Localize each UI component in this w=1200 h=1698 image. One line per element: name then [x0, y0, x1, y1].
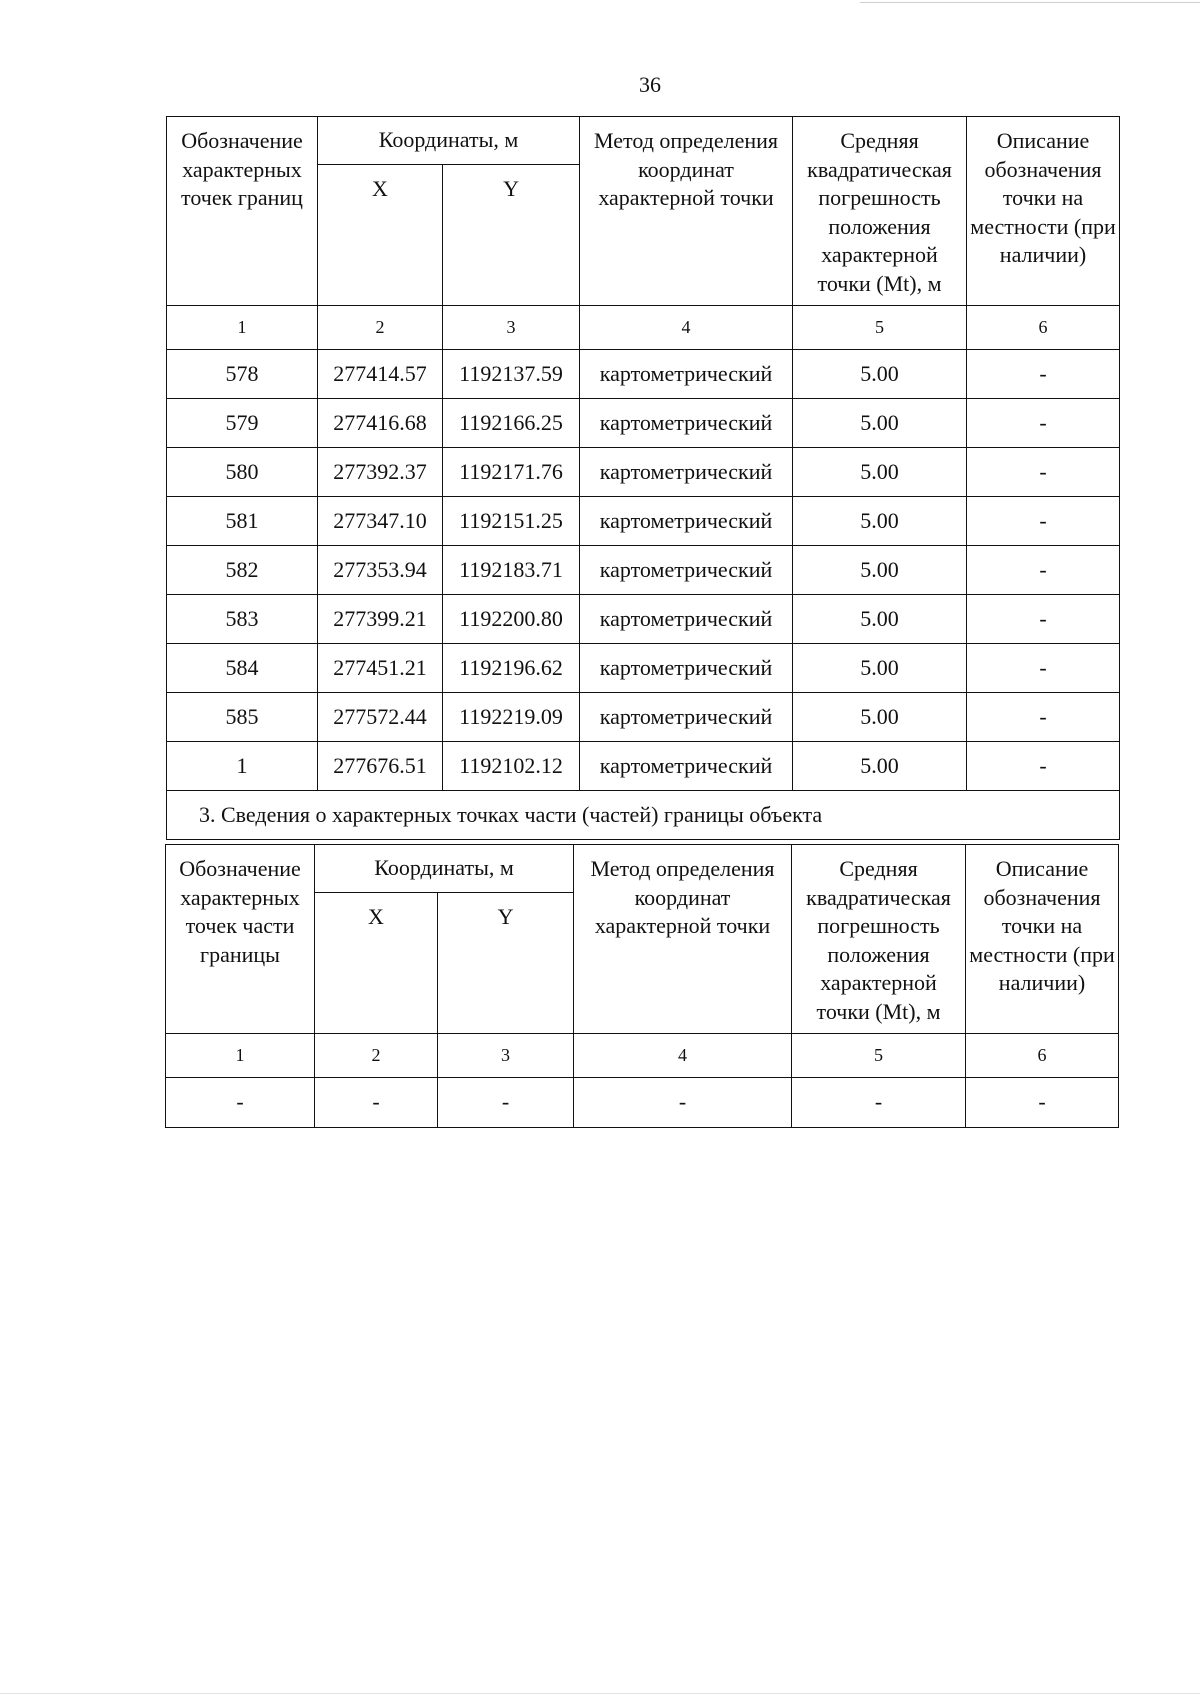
table-row — [167, 399, 1120, 448]
coord-y: 1192196.62 — [443, 644, 580, 693]
point-id: 1 — [167, 742, 318, 791]
header-mean-error: Средняя квадратическая погрешность положения характерной точки (Mt), м — [792, 845, 966, 1034]
mean-error: 5.00 — [793, 448, 967, 497]
coord-x: 277353.94 — [318, 546, 443, 595]
table-row — [167, 693, 1120, 742]
coord-x: 277392.37 — [318, 448, 443, 497]
coord-y: 1192183.71 — [443, 546, 580, 595]
description: - — [967, 693, 1120, 742]
header-y: Y — [443, 165, 580, 306]
table-row — [167, 497, 1120, 546]
method: картометрический — [580, 742, 793, 791]
point-id: - — [166, 1078, 315, 1128]
point-id: 585 — [167, 693, 318, 742]
description: - — [967, 350, 1120, 399]
column-index: 5 — [792, 1034, 966, 1078]
column-index: 1 — [166, 1034, 315, 1078]
description: - — [967, 448, 1120, 497]
header-method: Метод определения координат характерной точки — [574, 845, 792, 1034]
header-mean-error: Средняя квадратическая погрешность положения характерной точки (Mt), м — [793, 117, 967, 306]
part-boundary-points-table — [165, 844, 1119, 1128]
coord-x: 277451.21 — [318, 644, 443, 693]
header-point-designation: Обозначение характерных точек части границы — [166, 845, 315, 1034]
mean-error: 5.00 — [793, 595, 967, 644]
header-description: Описание обозначения точки на местности (при наличии) — [966, 845, 1119, 1034]
point-id: 584 — [167, 644, 318, 693]
method: картометрический — [580, 595, 793, 644]
column-index-row — [166, 1034, 1119, 1078]
header-y: Y — [438, 893, 574, 1034]
column-index: 5 — [793, 306, 967, 350]
scan-artifact-line — [0, 1693, 1200, 1694]
header-x: X — [315, 893, 438, 1034]
coord-y: 1192137.59 — [443, 350, 580, 399]
header-description: Описание обозначения точки на местности (при наличии) — [967, 117, 1120, 306]
coord-x: 277414.57 — [318, 350, 443, 399]
method: картометрический — [580, 497, 793, 546]
mean-error: 5.00 — [793, 546, 967, 595]
column-index: 1 — [167, 306, 318, 350]
column-index: 3 — [438, 1034, 574, 1078]
method: - — [574, 1078, 792, 1128]
method: картометрический — [580, 546, 793, 595]
boundary-points-table — [166, 116, 1120, 840]
description: - — [967, 399, 1120, 448]
point-id: 582 — [167, 546, 318, 595]
coord-y: 1192102.12 — [443, 742, 580, 791]
point-id: 578 — [167, 350, 318, 399]
coord-y: 1192171.76 — [443, 448, 580, 497]
header-coordinates: Координаты, м — [318, 117, 580, 165]
coord-y: 1192200.80 — [443, 595, 580, 644]
description: - — [967, 546, 1120, 595]
table-row — [167, 644, 1120, 693]
description: - — [967, 644, 1120, 693]
column-index: 2 — [318, 306, 443, 350]
coord-y: - — [438, 1078, 574, 1128]
coord-x: 277416.68 — [318, 399, 443, 448]
column-index: 4 — [580, 306, 793, 350]
method: картометрический — [580, 448, 793, 497]
header-coordinates: Координаты, м — [315, 845, 574, 893]
coord-y: 1192166.25 — [443, 399, 580, 448]
coord-y: 1192219.09 — [443, 693, 580, 742]
mean-error: - — [792, 1078, 966, 1128]
point-id: 583 — [167, 595, 318, 644]
coord-y: 1192151.25 — [443, 497, 580, 546]
column-index: 6 — [967, 306, 1120, 350]
column-index-row — [167, 306, 1120, 350]
column-index: 2 — [315, 1034, 438, 1078]
point-id: 580 — [167, 448, 318, 497]
coord-x: 277572.44 — [318, 693, 443, 742]
coord-x: - — [315, 1078, 438, 1128]
point-id: 581 — [167, 497, 318, 546]
mean-error: 5.00 — [793, 742, 967, 791]
method: картометрический — [580, 350, 793, 399]
table-row — [167, 546, 1120, 595]
mean-error: 5.00 — [793, 399, 967, 448]
table-row — [167, 350, 1120, 399]
header-point-designation: Обозначение характерных точек границ — [167, 117, 318, 306]
mean-error: 5.00 — [793, 644, 967, 693]
method: картометрический — [580, 644, 793, 693]
header-x: X — [318, 165, 443, 306]
description: - — [967, 497, 1120, 546]
coord-x: 277399.21 — [318, 595, 443, 644]
description: - — [967, 742, 1120, 791]
method: картометрический — [580, 399, 793, 448]
scan-artifact-line — [860, 2, 1200, 3]
coord-x: 277347.10 — [318, 497, 443, 546]
method: картометрический — [580, 693, 793, 742]
mean-error: 5.00 — [793, 350, 967, 399]
mean-error: 5.00 — [793, 497, 967, 546]
column-index: 4 — [574, 1034, 792, 1078]
section-caption: 3. Сведения о характерных точках части (частей) границы объекта — [167, 791, 1120, 840]
description: - — [967, 595, 1120, 644]
header-method: Метод определения координат характерной точки — [580, 117, 793, 306]
point-id: 579 — [167, 399, 318, 448]
column-index: 3 — [443, 306, 580, 350]
table-row — [167, 595, 1120, 644]
table-row — [167, 742, 1120, 791]
coord-x: 277676.51 — [318, 742, 443, 791]
table-row — [167, 448, 1120, 497]
mean-error: 5.00 — [793, 693, 967, 742]
column-index: 6 — [966, 1034, 1119, 1078]
description: - — [966, 1078, 1119, 1128]
table-row — [166, 1078, 1119, 1128]
page-number: 36 — [639, 72, 661, 97]
